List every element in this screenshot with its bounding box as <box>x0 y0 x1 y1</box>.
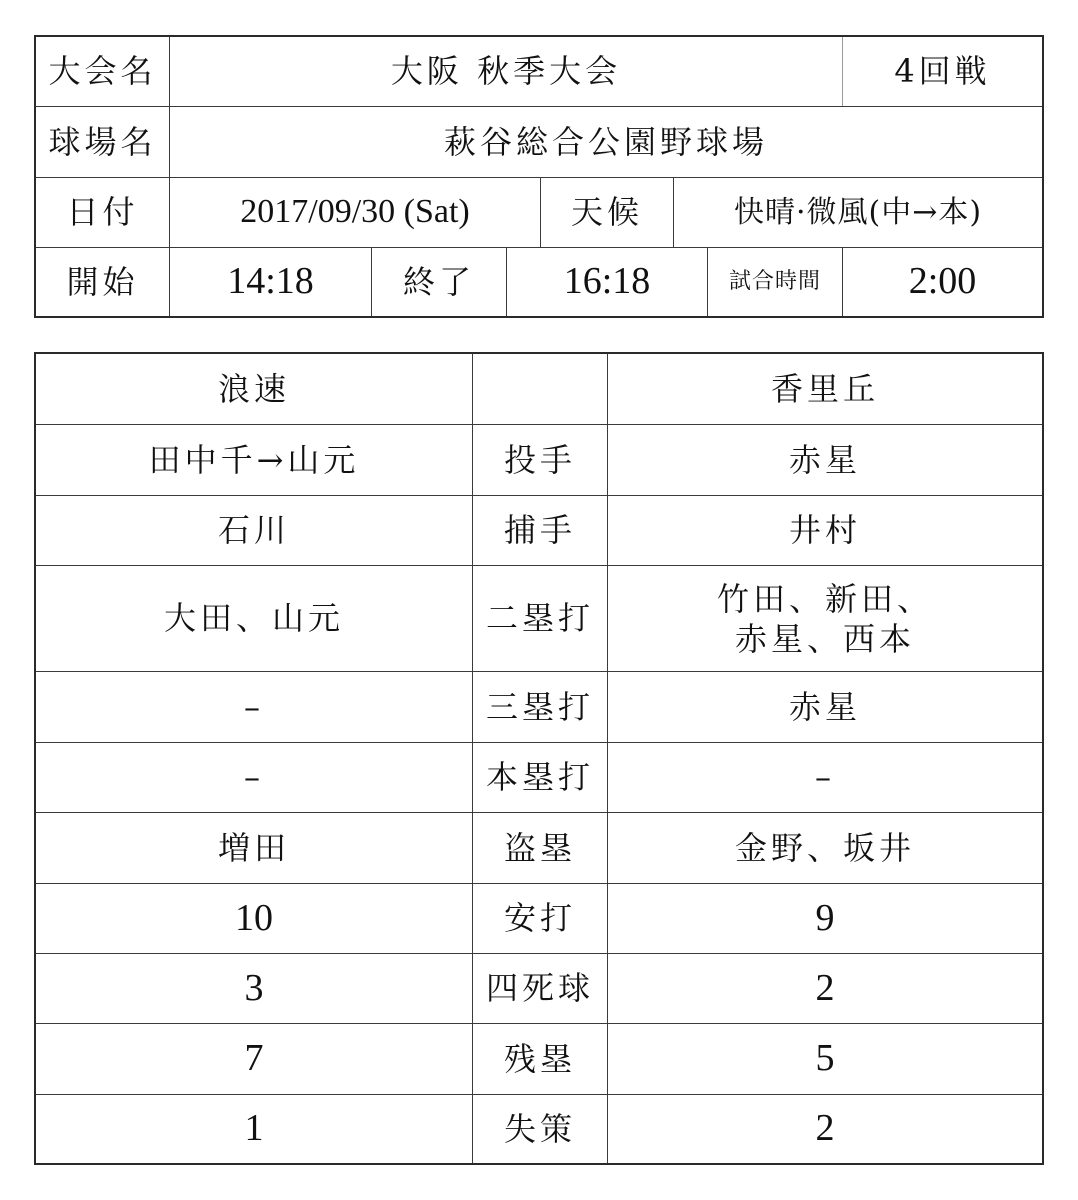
tournament-label: 大会名 <box>48 52 157 91</box>
stat-category-steals: 盗塁 <box>503 828 576 867</box>
stat-category-doubles: 二塁打 <box>485 599 594 638</box>
away-left-on-base: 5 <box>815 1037 835 1080</box>
stat-category-errors: 失策 <box>503 1109 576 1148</box>
stadium-label: 球場名 <box>48 122 157 161</box>
round: 4回戦 <box>894 52 991 91</box>
game-info-table <box>34 35 1044 318</box>
away-team-name: 香里丘 <box>770 369 879 408</box>
home-errors: 1 <box>244 1107 264 1150</box>
start-label: 開始 <box>66 262 139 301</box>
weather-label: 天候 <box>570 193 643 232</box>
weather: 快晴·微風(中→本) <box>733 194 983 230</box>
stats-table <box>34 352 1044 1165</box>
home-triples: – <box>244 687 264 726</box>
tournament-name: 大阪 秋季大会 <box>390 52 622 91</box>
duration-label: 試合時間 <box>728 268 821 294</box>
away-catcher: 井村 <box>788 511 861 550</box>
game-duration: 2:00 <box>908 260 977 303</box>
stat-category-homeruns: 本塁打 <box>485 758 594 797</box>
end-time: 16:18 <box>563 260 651 303</box>
away-doubles <box>608 566 1042 671</box>
away-doubles-line: 竹田、新田、 <box>716 579 933 618</box>
home-walks: 3 <box>244 966 264 1009</box>
start-time: 14:18 <box>227 260 314 303</box>
home-catcher: 石川 <box>217 511 290 550</box>
stat-category-catcher: 捕手 <box>503 511 576 550</box>
game-date: 2017/09/30 (Sat) <box>240 193 470 231</box>
stat-category-pitcher: 投手 <box>503 440 576 479</box>
away-doubles-line: 赤星、西本 <box>734 619 915 658</box>
stat-header-blank <box>473 354 607 424</box>
end-label: 終了 <box>402 262 475 301</box>
away-walks: 2 <box>815 966 835 1009</box>
away-steals: 金野、坂井 <box>734 828 915 867</box>
home-hits: 10 <box>235 896 273 939</box>
home-homeruns: – <box>244 758 264 797</box>
away-pitchers: 赤星 <box>788 440 861 479</box>
stat-category-walks: 四死球 <box>485 969 594 1008</box>
away-errors: 2 <box>815 1107 835 1150</box>
away-homeruns: – <box>815 758 835 797</box>
stat-category-left-on-base: 残塁 <box>503 1039 576 1078</box>
home-doubles: 大田、山元 <box>163 599 344 638</box>
stat-category-hits: 安打 <box>503 899 576 938</box>
away-hits: 9 <box>815 896 835 939</box>
stat-category-triples: 三塁打 <box>485 687 594 726</box>
home-steals: 増田 <box>217 828 290 867</box>
home-left-on-base: 7 <box>244 1037 264 1080</box>
home-team-name: 浪速 <box>217 369 290 408</box>
away-triples: 赤星 <box>788 687 861 726</box>
date-label: 日付 <box>66 193 139 232</box>
home-pitchers: 田中千→山元 <box>148 440 360 479</box>
stadium-name: 萩谷総合公園野球場 <box>443 122 768 161</box>
